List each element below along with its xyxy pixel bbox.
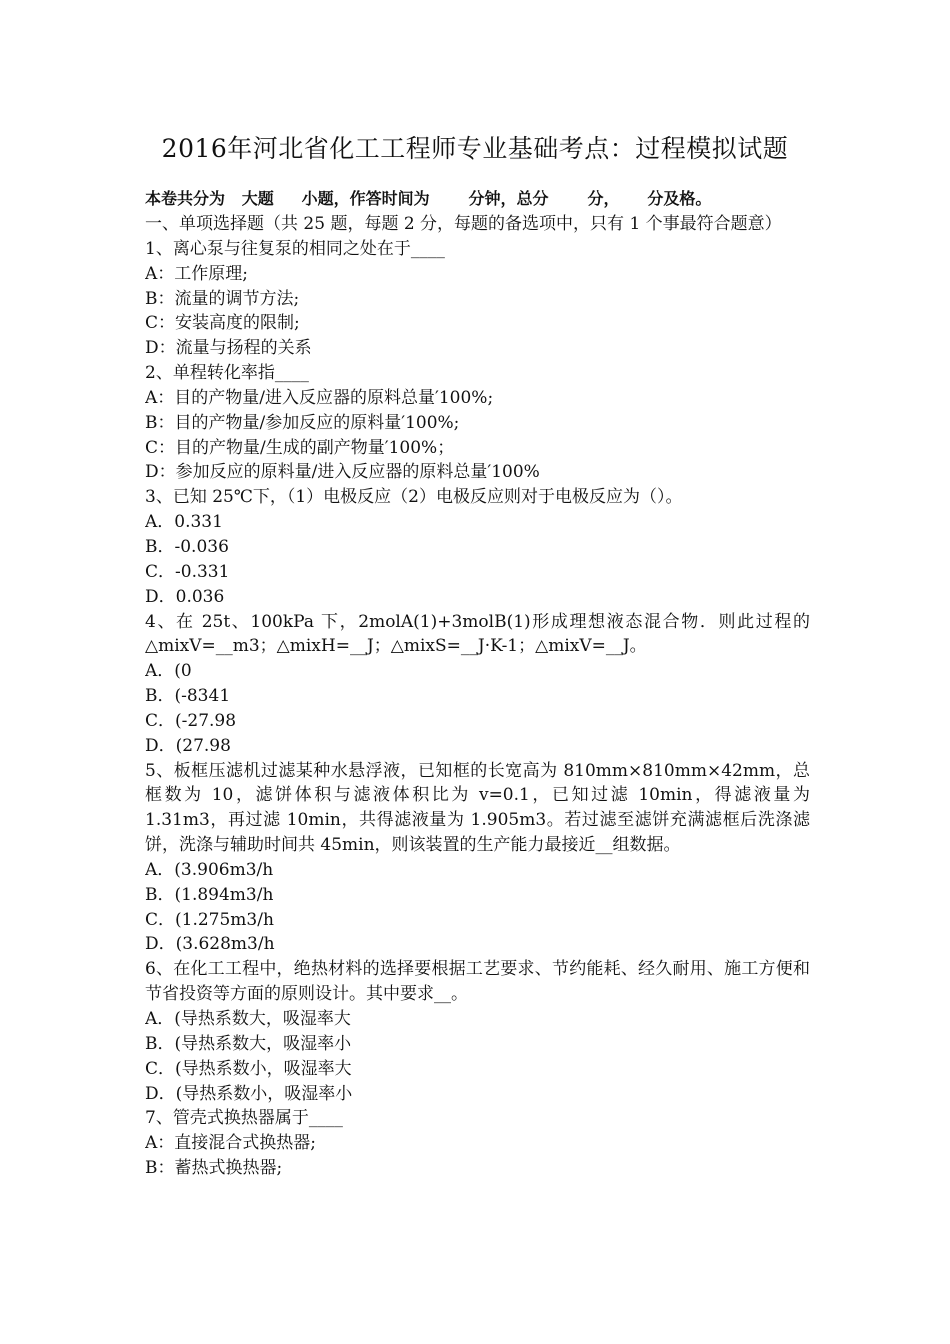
document-body [145, 212, 810, 1181]
question-stem: 4、在 25t、100kPa 下，2molA(1)+3molB(1)形成理想液态混合物．则此过程的△mixV=__m3；△mixH=__J；△mixS=__J·K-1；△mixV=__J。 [145, 611, 810, 657]
option-a: A．(导热系数大，吸湿率大 [145, 1009, 351, 1029]
option-c: C：安装高度的限制; [145, 313, 300, 334]
option-b: B：目的产物量/参加反应的原料量′100%; [145, 412, 460, 433]
question-stem: 2、单程转化率指____ [145, 363, 309, 384]
option-b: B：蓄热式换热器; [145, 1158, 283, 1179]
option-b: B．(导热系数大，吸湿率小 [145, 1033, 352, 1054]
option-d: D．(27.98 [145, 735, 231, 756]
option-b: B：流量的调节方法; [145, 288, 300, 309]
option-a: A：直接混合式换热器; [145, 1133, 317, 1154]
section-header: 一、单项选择题（共 25 题，每题 2 分，每题的备选项中，只有 1 个事最符合题意） [145, 214, 782, 234]
question-stem: 5、板框压滤机过滤某种水悬浮液，已知框的长宽高为 810mm×810mm×42mm，总框数为 10，滤饼体积与滤液体积比为 v=0.1，已知过滤 10min，得滤液量为 1.31m3，再过滤 10min，共得滤液量为 1.905m3。若过滤至滤饼充满滤框后洗涤滤饼，洗涤与辅助时间共 45min，则该装置的生产能力最接近__组数据。 [145, 760, 810, 856]
option-b: B．-0.036 [145, 536, 229, 557]
question [145, 485, 810, 609]
question [145, 957, 810, 1106]
option-a: A：工作原理; [145, 263, 249, 284]
option-d: D．0.036 [145, 586, 225, 607]
option-d: D：流量与扬程的关系 [145, 338, 312, 359]
option-c: C：目的产物量/生成的副产物量′100%； [145, 437, 455, 458]
question-stem: 6、在化工工程中，绝热材料的选择要根据工艺要求、节约能耗、经久耐用、施工方便和节省投资等方面的原则设计。其中要求__。 [145, 959, 810, 1005]
option-a: A．0.331 [145, 512, 223, 533]
option-a: A：目的产物量/进入反应器的原料总量′100%; [145, 387, 494, 408]
question [145, 1106, 810, 1181]
option-c: C．(-27.98 [145, 710, 237, 731]
question [145, 610, 810, 759]
option-c: C．(导热系数小，吸湿率大 [145, 1058, 352, 1079]
option-d: D：参加反应的原料量/进入反应器的原料总量′100% [145, 462, 540, 483]
option-d: D．(导热系数小，吸湿率小 [145, 1083, 353, 1104]
option-a: A．(0 [145, 661, 192, 682]
question [145, 759, 810, 958]
question-stem: 3、已知 25℃下，（1）电极反应（2）电极反应则对于电极反应为（）。 [145, 487, 683, 508]
document-title: 2016年河北省化工工程师专业基础考点：过程模拟试题 [161, 134, 789, 163]
question [145, 361, 810, 485]
option-a: A．(3.906m3/h [145, 859, 274, 880]
question-stem: 1、离心泵与往复泵的相同之处在于____ [145, 238, 445, 259]
option-c: C．-0.331 [145, 561, 230, 582]
question-stem: 7、管壳式换热器属于____ [145, 1108, 343, 1129]
option-b: B．(1.894m3/h [145, 884, 274, 905]
option-b: B．(-8341 [145, 686, 231, 707]
option-d: D．(3.628m3/h [145, 934, 275, 955]
exam-intro: 本卷共分为 大题 小题，作答时间为 分钟，总分 分， 分及格。 [145, 189, 712, 208]
option-c: C．(1.275m3/h [145, 909, 274, 930]
question [145, 237, 810, 361]
